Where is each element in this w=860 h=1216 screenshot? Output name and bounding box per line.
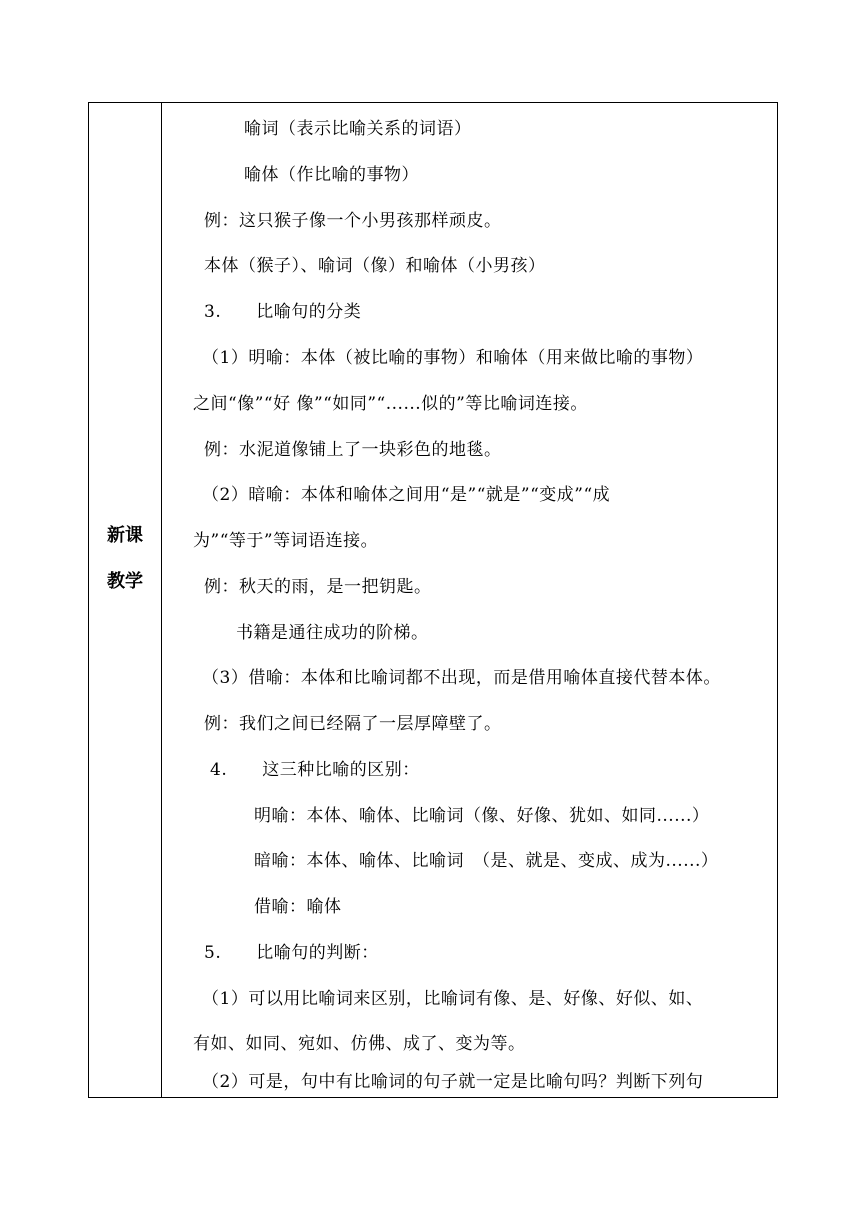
lesson-table — [88, 102, 778, 1098]
text-line: 书籍是通往成功的阶梯。 — [236, 623, 429, 643]
text-line: 例：我们之间已经隔了一层厚障壁了。 — [204, 714, 502, 734]
text-line: （2）暗喻：本体和喻体之间用“是”“就是”“变成”“成 — [202, 485, 611, 505]
section-heading: 4. 这三种比喻的区别： — [210, 760, 420, 780]
text-line: 明喻：本体、喻体、比喻词（像、好像、犹如、如同......） — [254, 806, 710, 826]
text-line: 为”“等于”等词语连接。 — [193, 531, 379, 551]
text-line: 例：水泥道像铺上了一块彩色的地毯。 — [204, 440, 502, 460]
section-heading: 5. 比喻句的判断： — [204, 943, 379, 963]
text-line: 例：秋天的雨，是一把钥匙。 — [204, 577, 432, 597]
text-line: （2）可是，句中有比喻词的句子就一定是比喻句吗？判断下列句 — [202, 1072, 704, 1092]
text-line: 喻体（作比喻的事物） — [244, 165, 419, 185]
text-line: 例：这只猴子像一个小男孩那样顽皮。 — [204, 211, 502, 231]
content-cell — [162, 103, 779, 1097]
text-line: （1）可以用比喻词来区别，比喻词有像、是、好像、好似、如、 — [202, 989, 704, 1009]
row-label-line-2: 教学 — [107, 571, 143, 592]
text-line: 暗喻：本体、喻体、比喻词 （是、就是、变成、成为......） — [254, 851, 719, 871]
row-label-line-1: 新课 — [107, 525, 143, 546]
text-line: （1）明喻：本体（被比喻的事物）和喻体（用来做比喻的事物） — [202, 348, 704, 368]
text-line: 有如、如同、宛如、仿佛、成了、变为等。 — [193, 1034, 526, 1054]
text-line: （3）借喻：本体和比喻词都不出现，而是借用喻体直接代替本体。 — [202, 668, 721, 688]
text-line: 本体（猴子）、喻词（像）和喻体（小男孩） — [204, 256, 546, 276]
text-line: 借喻：喻体 — [254, 897, 342, 917]
text-line: 之间“像”“好 像”“如同”“......似的”等比喻词连接。 — [193, 394, 588, 414]
text-line: 喻词（表示比喻关系的词语） — [244, 119, 472, 139]
section-heading: 3. 比喻句的分类 — [204, 302, 362, 322]
row-label-cell — [89, 103, 162, 1097]
